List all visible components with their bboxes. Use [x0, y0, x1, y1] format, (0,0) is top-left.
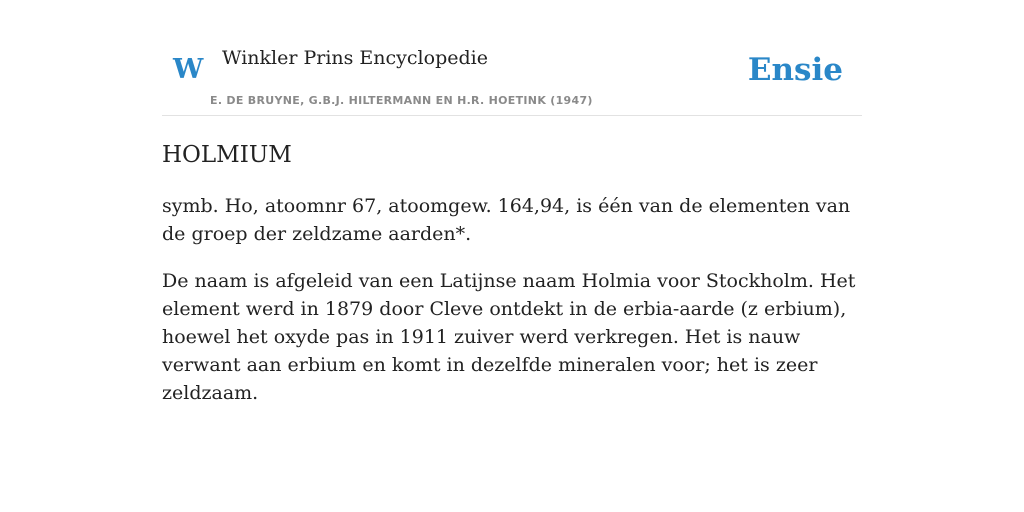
article — [162, 140, 862, 426]
article-title: HOLMIUM — [162, 142, 292, 168]
ensie-home-link[interactable]: Ensie — [747, 52, 843, 88]
site-title: Winkler Prins Encyclopedie — [222, 47, 488, 69]
encyclopedia-logo-link[interactable]: W — [173, 54, 204, 85]
article-paragraph: symb. Ho, atoomnr 67, atoomgew. 164,94, is één van de elementen van de groep der zeldzame aarden*. — [162, 195, 851, 245]
site-subtitle-authors: E. DE BRUYNE, G.B.J. HILTERMANN EN H.R. HOETINK (1947) — [210, 94, 593, 107]
article-paragraph: De naam is afgeleid van een Latijnse naam Holmia voor Stockholm. Het element werd in 1879 door Cleve ontdekt in de erbia-aarde (z erbium), hoewel het oxyde pas in 1911 zuiver werd verkregen. Het is nauw verwant aan erbium en komt in dezelfde mineralen voor; het is zeer zeldzaam. — [162, 270, 856, 404]
header-divider — [162, 115, 862, 116]
